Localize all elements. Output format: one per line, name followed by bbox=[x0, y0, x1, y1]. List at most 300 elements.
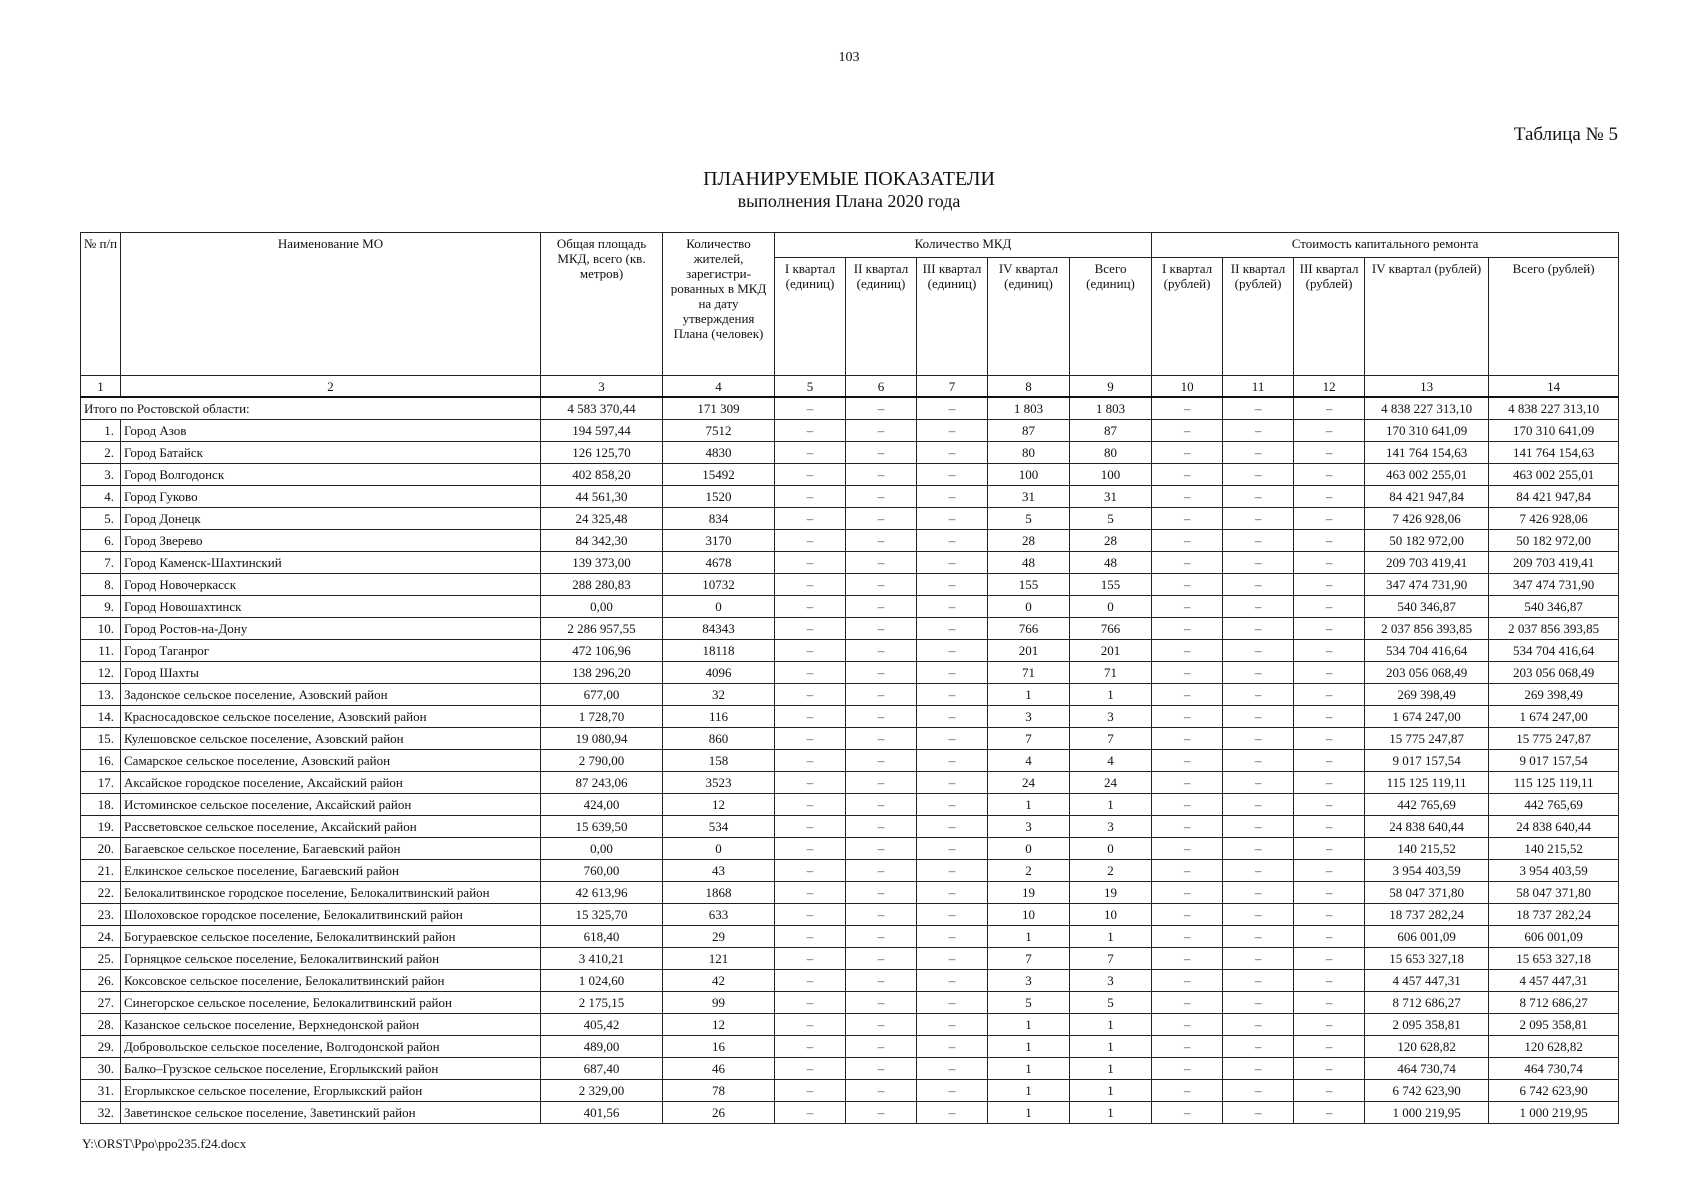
value-cell: – bbox=[1152, 617, 1223, 639]
value-cell: – bbox=[1223, 969, 1294, 991]
total-cell: 1 803 bbox=[1070, 397, 1152, 419]
column-number-row bbox=[81, 376, 1619, 398]
value-cell: – bbox=[846, 1079, 917, 1101]
value-cell: – bbox=[917, 617, 988, 639]
value-cell: – bbox=[917, 771, 988, 793]
total-cell: 4 838 227 313,10 bbox=[1489, 397, 1619, 419]
value-cell: – bbox=[846, 727, 917, 749]
value-cell: – bbox=[917, 441, 988, 463]
header-residents: Количество жителей, зарегистри-рованных в МКД на дату утверждения Плана (человек) bbox=[663, 233, 775, 376]
total-cell: – bbox=[846, 397, 917, 419]
value-cell: 10732 bbox=[663, 573, 775, 595]
value-cell: – bbox=[775, 793, 846, 815]
value-cell: 2 175,15 bbox=[541, 991, 663, 1013]
value-cell: – bbox=[846, 1057, 917, 1079]
value-cell: – bbox=[775, 1101, 846, 1123]
row-index-cell: 6. bbox=[81, 529, 121, 551]
municipality-name-cell: Красносадовское сельское поселение, Азовский район bbox=[121, 705, 541, 727]
value-cell: 1 bbox=[988, 1013, 1070, 1035]
value-cell: – bbox=[775, 771, 846, 793]
municipality-name-cell: Город Новошахтинск bbox=[121, 595, 541, 617]
value-cell: 28 bbox=[988, 529, 1070, 551]
value-cell: – bbox=[775, 507, 846, 529]
value-cell: – bbox=[1294, 617, 1365, 639]
value-cell: – bbox=[1223, 815, 1294, 837]
value-cell: 10 bbox=[1070, 903, 1152, 925]
municipality-name-cell: Белокалитвинское городское поселение, Белокалитвинский район bbox=[121, 881, 541, 903]
value-cell: 606 001,09 bbox=[1365, 925, 1489, 947]
table-row bbox=[81, 485, 1619, 507]
value-cell: 1 bbox=[988, 1057, 1070, 1079]
value-cell: 5 bbox=[988, 991, 1070, 1013]
value-cell: – bbox=[1152, 1079, 1223, 1101]
value-cell: – bbox=[1223, 485, 1294, 507]
total-cell: – bbox=[917, 397, 988, 419]
value-cell: 42 613,96 bbox=[541, 881, 663, 903]
value-cell: – bbox=[1294, 815, 1365, 837]
value-cell: 2 286 957,55 bbox=[541, 617, 663, 639]
value-cell: – bbox=[846, 859, 917, 881]
value-cell: 633 bbox=[663, 903, 775, 925]
value-cell: 4096 bbox=[663, 661, 775, 683]
value-cell: 534 704 416,64 bbox=[1365, 639, 1489, 661]
value-cell: 5 bbox=[988, 507, 1070, 529]
value-cell: – bbox=[917, 1057, 988, 1079]
column-number-cell: 10 bbox=[1152, 376, 1223, 398]
value-cell: 3 bbox=[1070, 815, 1152, 837]
value-cell: – bbox=[1152, 749, 1223, 771]
value-cell: 534 704 416,64 bbox=[1489, 639, 1619, 661]
value-cell: – bbox=[775, 1079, 846, 1101]
row-index-cell: 5. bbox=[81, 507, 121, 529]
header-q4-rub: IV квартал (рублей) bbox=[1365, 258, 1489, 376]
value-cell: – bbox=[775, 1057, 846, 1079]
value-cell: – bbox=[775, 705, 846, 727]
value-cell: – bbox=[1294, 793, 1365, 815]
value-cell: 766 bbox=[1070, 617, 1152, 639]
row-index-cell: 27. bbox=[81, 991, 121, 1013]
value-cell: – bbox=[846, 573, 917, 595]
value-cell: – bbox=[917, 639, 988, 661]
value-cell: 0 bbox=[988, 595, 1070, 617]
value-cell: – bbox=[917, 925, 988, 947]
municipality-name-cell: Кулешовское сельское поселение, Азовский район bbox=[121, 727, 541, 749]
value-cell: 2 037 856 393,85 bbox=[1489, 617, 1619, 639]
municipality-name-cell: Город Ростов-на-Дону bbox=[121, 617, 541, 639]
table-row bbox=[81, 925, 1619, 947]
value-cell: – bbox=[917, 1079, 988, 1101]
value-cell: – bbox=[846, 551, 917, 573]
value-cell: 48 bbox=[988, 551, 1070, 573]
value-cell: 170 310 641,09 bbox=[1489, 419, 1619, 441]
value-cell: 3523 bbox=[663, 771, 775, 793]
total-cell: 171 309 bbox=[663, 397, 775, 419]
value-cell: 0 bbox=[663, 837, 775, 859]
value-cell: 7512 bbox=[663, 419, 775, 441]
value-cell: – bbox=[775, 1035, 846, 1057]
value-cell: 442 765,69 bbox=[1365, 793, 1489, 815]
value-cell: – bbox=[917, 683, 988, 705]
municipality-name-cell: Горняцкое сельское поселение, Белокалитвинский район bbox=[121, 947, 541, 969]
value-cell: – bbox=[917, 881, 988, 903]
value-cell: – bbox=[1152, 1101, 1223, 1123]
row-index-cell: 11. bbox=[81, 639, 121, 661]
value-cell: 9 017 157,54 bbox=[1489, 749, 1619, 771]
value-cell: – bbox=[846, 485, 917, 507]
value-cell: – bbox=[846, 749, 917, 771]
value-cell: 442 765,69 bbox=[1489, 793, 1619, 815]
value-cell: 12 bbox=[663, 1013, 775, 1035]
value-cell: 464 730,74 bbox=[1489, 1057, 1619, 1079]
value-cell: 12 bbox=[663, 793, 775, 815]
value-cell: 1 bbox=[988, 925, 1070, 947]
value-cell: 84 421 947,84 bbox=[1489, 485, 1619, 507]
value-cell: – bbox=[1152, 1035, 1223, 1057]
municipality-name-cell: Шолоховское городское поселение, Белокалитвинский район bbox=[121, 903, 541, 925]
value-cell: 2 037 856 393,85 bbox=[1365, 617, 1489, 639]
value-cell: – bbox=[775, 903, 846, 925]
value-cell: 18118 bbox=[663, 639, 775, 661]
row-index-cell: 28. bbox=[81, 1013, 121, 1035]
value-cell: 87 bbox=[988, 419, 1070, 441]
value-cell: – bbox=[1294, 1101, 1365, 1123]
value-cell: – bbox=[1294, 661, 1365, 683]
value-cell: 15 639,50 bbox=[541, 815, 663, 837]
value-cell: – bbox=[1223, 881, 1294, 903]
value-cell: – bbox=[917, 573, 988, 595]
value-cell: 120 628,82 bbox=[1365, 1035, 1489, 1057]
header-q1-units: I квартал (единиц) bbox=[775, 258, 846, 376]
value-cell: – bbox=[1152, 463, 1223, 485]
row-index-cell: 18. bbox=[81, 793, 121, 815]
value-cell: 209 703 419,41 bbox=[1365, 551, 1489, 573]
value-cell: – bbox=[1223, 1101, 1294, 1123]
value-cell: 15 325,70 bbox=[541, 903, 663, 925]
value-cell: – bbox=[917, 551, 988, 573]
value-cell: 2 bbox=[1070, 859, 1152, 881]
value-cell: 1 674 247,00 bbox=[1489, 705, 1619, 727]
value-cell: – bbox=[1294, 991, 1365, 1013]
value-cell: 126 125,70 bbox=[541, 441, 663, 463]
municipality-name-cell: Коксовское сельское поселение, Белокалитвинский район bbox=[121, 969, 541, 991]
value-cell: 534 bbox=[663, 815, 775, 837]
value-cell: – bbox=[1294, 947, 1365, 969]
value-cell: 32 bbox=[663, 683, 775, 705]
table-row bbox=[81, 551, 1619, 573]
value-cell: 80 bbox=[988, 441, 1070, 463]
value-cell: – bbox=[1223, 639, 1294, 661]
value-cell: – bbox=[1223, 419, 1294, 441]
value-cell: – bbox=[917, 947, 988, 969]
column-number-cell: 4 bbox=[663, 376, 775, 398]
value-cell: – bbox=[846, 617, 917, 639]
value-cell: – bbox=[1152, 1013, 1223, 1035]
value-cell: 1868 bbox=[663, 881, 775, 903]
value-cell: 19 bbox=[1070, 881, 1152, 903]
value-cell: 50 182 972,00 bbox=[1489, 529, 1619, 551]
column-number-cell: 3 bbox=[541, 376, 663, 398]
value-cell: – bbox=[1294, 573, 1365, 595]
value-cell: – bbox=[1152, 925, 1223, 947]
municipality-name-cell: Город Каменск-Шахтинский bbox=[121, 551, 541, 573]
value-cell: – bbox=[1223, 727, 1294, 749]
value-cell: 31 bbox=[1070, 485, 1152, 507]
value-cell: – bbox=[917, 749, 988, 771]
value-cell: – bbox=[775, 947, 846, 969]
value-cell: – bbox=[1294, 683, 1365, 705]
header-q1-rub: I квартал (рублей) bbox=[1152, 258, 1223, 376]
municipality-name-cell: Город Зверево bbox=[121, 529, 541, 551]
total-row-label: Итого по Ростовской области: bbox=[81, 397, 541, 419]
value-cell: – bbox=[917, 815, 988, 837]
value-cell: – bbox=[846, 639, 917, 661]
municipality-name-cell: Балко–Грузское сельское поселение, Егорлыкский район bbox=[121, 1057, 541, 1079]
column-number-cell: 12 bbox=[1294, 376, 1365, 398]
value-cell: – bbox=[917, 1101, 988, 1123]
value-cell: – bbox=[917, 595, 988, 617]
value-cell: 15492 bbox=[663, 463, 775, 485]
value-cell: – bbox=[1223, 661, 1294, 683]
value-cell: 540 346,87 bbox=[1489, 595, 1619, 617]
value-cell: 140 215,52 bbox=[1365, 837, 1489, 859]
value-cell: – bbox=[917, 991, 988, 1013]
value-cell: – bbox=[917, 529, 988, 551]
value-cell: – bbox=[1223, 947, 1294, 969]
value-cell: 194 597,44 bbox=[541, 419, 663, 441]
value-cell: – bbox=[917, 903, 988, 925]
value-cell: 618,40 bbox=[541, 925, 663, 947]
value-cell: 42 bbox=[663, 969, 775, 991]
value-cell: – bbox=[1223, 1013, 1294, 1035]
table-body bbox=[81, 397, 1619, 1123]
value-cell: 120 628,82 bbox=[1489, 1035, 1619, 1057]
value-cell: 158 bbox=[663, 749, 775, 771]
value-cell: 87 243,06 bbox=[541, 771, 663, 793]
table-row bbox=[81, 463, 1619, 485]
value-cell: – bbox=[775, 595, 846, 617]
total-cell: – bbox=[1223, 397, 1294, 419]
row-index-cell: 30. bbox=[81, 1057, 121, 1079]
table-row bbox=[81, 617, 1619, 639]
row-index-cell: 4. bbox=[81, 485, 121, 507]
row-index-cell: 1. bbox=[81, 419, 121, 441]
value-cell: 1 000 219,95 bbox=[1489, 1101, 1619, 1123]
value-cell: 203 056 068,49 bbox=[1365, 661, 1489, 683]
value-cell: – bbox=[1294, 485, 1365, 507]
row-index-cell: 21. bbox=[81, 859, 121, 881]
value-cell: – bbox=[775, 837, 846, 859]
value-cell: 2 095 358,81 bbox=[1489, 1013, 1619, 1035]
value-cell: 99 bbox=[663, 991, 775, 1013]
value-cell: – bbox=[917, 837, 988, 859]
value-cell: 463 002 255,01 bbox=[1365, 463, 1489, 485]
value-cell: – bbox=[1152, 705, 1223, 727]
value-cell: 347 474 731,90 bbox=[1365, 573, 1489, 595]
value-cell: – bbox=[1294, 507, 1365, 529]
value-cell: 1 bbox=[1070, 1079, 1152, 1101]
value-cell: 100 bbox=[988, 463, 1070, 485]
value-cell: – bbox=[917, 793, 988, 815]
value-cell: 1 bbox=[988, 1101, 1070, 1123]
value-cell: 7 bbox=[988, 727, 1070, 749]
value-cell: 44 561,30 bbox=[541, 485, 663, 507]
table-row bbox=[81, 705, 1619, 727]
row-index-cell: 2. bbox=[81, 441, 121, 463]
value-cell: 288 280,83 bbox=[541, 573, 663, 595]
value-cell: – bbox=[775, 529, 846, 551]
total-cell: 4 583 370,44 bbox=[541, 397, 663, 419]
value-cell: – bbox=[775, 815, 846, 837]
value-cell: – bbox=[846, 529, 917, 551]
value-cell: 3 bbox=[988, 815, 1070, 837]
value-cell: 0 bbox=[663, 595, 775, 617]
municipality-name-cell: Заветинское сельское поселение, Заветинский район bbox=[121, 1101, 541, 1123]
value-cell: – bbox=[1294, 727, 1365, 749]
table-row bbox=[81, 1079, 1619, 1101]
value-cell: 58 047 371,80 bbox=[1489, 881, 1619, 903]
table-row bbox=[81, 441, 1619, 463]
indicators-table bbox=[80, 232, 1619, 1124]
value-cell: 1 bbox=[1070, 925, 1152, 947]
row-index-cell: 15. bbox=[81, 727, 121, 749]
value-cell: – bbox=[846, 507, 917, 529]
value-cell: 2 790,00 bbox=[541, 749, 663, 771]
row-index-cell: 13. bbox=[81, 683, 121, 705]
header-q2-rub: II квартал (рублей) bbox=[1223, 258, 1294, 376]
row-index-cell: 29. bbox=[81, 1035, 121, 1057]
row-index-cell: 10. bbox=[81, 617, 121, 639]
row-index-cell: 9. bbox=[81, 595, 121, 617]
value-cell: – bbox=[1294, 749, 1365, 771]
value-cell: – bbox=[1223, 595, 1294, 617]
value-cell: – bbox=[846, 683, 917, 705]
value-cell: 0 bbox=[1070, 837, 1152, 859]
value-cell: – bbox=[1223, 617, 1294, 639]
value-cell: – bbox=[846, 947, 917, 969]
value-cell: 3170 bbox=[663, 529, 775, 551]
value-cell: 834 bbox=[663, 507, 775, 529]
value-cell: – bbox=[917, 485, 988, 507]
value-cell: 26 bbox=[663, 1101, 775, 1123]
header-total-units: Всего (единиц) bbox=[1070, 258, 1152, 376]
value-cell: 4 457 447,31 bbox=[1489, 969, 1619, 991]
value-cell: 540 346,87 bbox=[1365, 595, 1489, 617]
value-cell: – bbox=[1223, 441, 1294, 463]
value-cell: – bbox=[1223, 903, 1294, 925]
table-row bbox=[81, 529, 1619, 551]
value-cell: 24 bbox=[1070, 771, 1152, 793]
municipality-name-cell: Город Шахты bbox=[121, 661, 541, 683]
value-cell: – bbox=[917, 1035, 988, 1057]
row-index-cell: 23. bbox=[81, 903, 121, 925]
table-row bbox=[81, 793, 1619, 815]
value-cell: – bbox=[1294, 1035, 1365, 1057]
value-cell: 201 bbox=[1070, 639, 1152, 661]
value-cell: 4 457 447,31 bbox=[1365, 969, 1489, 991]
value-cell: 402 858,20 bbox=[541, 463, 663, 485]
value-cell: 28 bbox=[1070, 529, 1152, 551]
value-cell: – bbox=[1294, 529, 1365, 551]
row-index-cell: 8. bbox=[81, 573, 121, 595]
value-cell: – bbox=[1152, 903, 1223, 925]
row-index-cell: 16. bbox=[81, 749, 121, 771]
total-row bbox=[81, 397, 1619, 419]
value-cell: – bbox=[775, 617, 846, 639]
value-cell: 84343 bbox=[663, 617, 775, 639]
value-cell: 2 329,00 bbox=[541, 1079, 663, 1101]
value-cell: 401,56 bbox=[541, 1101, 663, 1123]
value-cell: 7 426 928,06 bbox=[1365, 507, 1489, 529]
value-cell: 1 bbox=[1070, 1013, 1152, 1035]
value-cell: 7 bbox=[1070, 947, 1152, 969]
total-cell: – bbox=[775, 397, 846, 419]
value-cell: – bbox=[917, 507, 988, 529]
value-cell: – bbox=[846, 837, 917, 859]
value-cell: – bbox=[1152, 485, 1223, 507]
table-row bbox=[81, 727, 1619, 749]
value-cell: 71 bbox=[988, 661, 1070, 683]
value-cell: 48 bbox=[1070, 551, 1152, 573]
value-cell: – bbox=[775, 881, 846, 903]
column-number-cell: 6 bbox=[846, 376, 917, 398]
header-name: Наименование МО bbox=[121, 233, 541, 376]
value-cell: – bbox=[775, 573, 846, 595]
header-num: № п/п bbox=[81, 233, 121, 376]
value-cell: 15 775 247,87 bbox=[1365, 727, 1489, 749]
value-cell: – bbox=[1223, 1035, 1294, 1057]
value-cell: 347 474 731,90 bbox=[1489, 573, 1619, 595]
value-cell: – bbox=[1294, 1057, 1365, 1079]
value-cell: – bbox=[1223, 573, 1294, 595]
value-cell: – bbox=[775, 727, 846, 749]
value-cell: 677,00 bbox=[541, 683, 663, 705]
column-number-cell: 11 bbox=[1223, 376, 1294, 398]
value-cell: 141 764 154,63 bbox=[1489, 441, 1619, 463]
header-mkd-group: Количество МКД bbox=[775, 233, 1152, 258]
table-row bbox=[81, 1057, 1619, 1079]
value-cell: 3 bbox=[988, 705, 1070, 727]
value-cell: – bbox=[775, 661, 846, 683]
value-cell: – bbox=[846, 925, 917, 947]
total-cell: – bbox=[1294, 397, 1365, 419]
value-cell: 15 653 327,18 bbox=[1365, 947, 1489, 969]
table-row bbox=[81, 639, 1619, 661]
value-cell: – bbox=[846, 969, 917, 991]
table-row bbox=[81, 1101, 1619, 1123]
municipality-name-cell: Добровольское сельское поселение, Волгодонской район bbox=[121, 1035, 541, 1057]
value-cell: 24 bbox=[988, 771, 1070, 793]
value-cell: – bbox=[1223, 793, 1294, 815]
value-cell: – bbox=[1294, 419, 1365, 441]
value-cell: – bbox=[1152, 441, 1223, 463]
municipality-name-cell: Город Таганрог bbox=[121, 639, 541, 661]
table-row bbox=[81, 419, 1619, 441]
value-cell: – bbox=[1223, 749, 1294, 771]
value-cell: 687,40 bbox=[541, 1057, 663, 1079]
header-q2-units: II квартал (единиц) bbox=[846, 258, 917, 376]
value-cell: – bbox=[775, 859, 846, 881]
value-cell: – bbox=[775, 463, 846, 485]
value-cell: – bbox=[846, 463, 917, 485]
table-row bbox=[81, 991, 1619, 1013]
table-row bbox=[81, 749, 1619, 771]
table-row bbox=[81, 683, 1619, 705]
value-cell: – bbox=[1152, 507, 1223, 529]
value-cell: 140 215,52 bbox=[1489, 837, 1619, 859]
value-cell: – bbox=[1152, 683, 1223, 705]
municipality-name-cell: Рассветовское сельское поселение, Аксайский район bbox=[121, 815, 541, 837]
value-cell: 860 bbox=[663, 727, 775, 749]
